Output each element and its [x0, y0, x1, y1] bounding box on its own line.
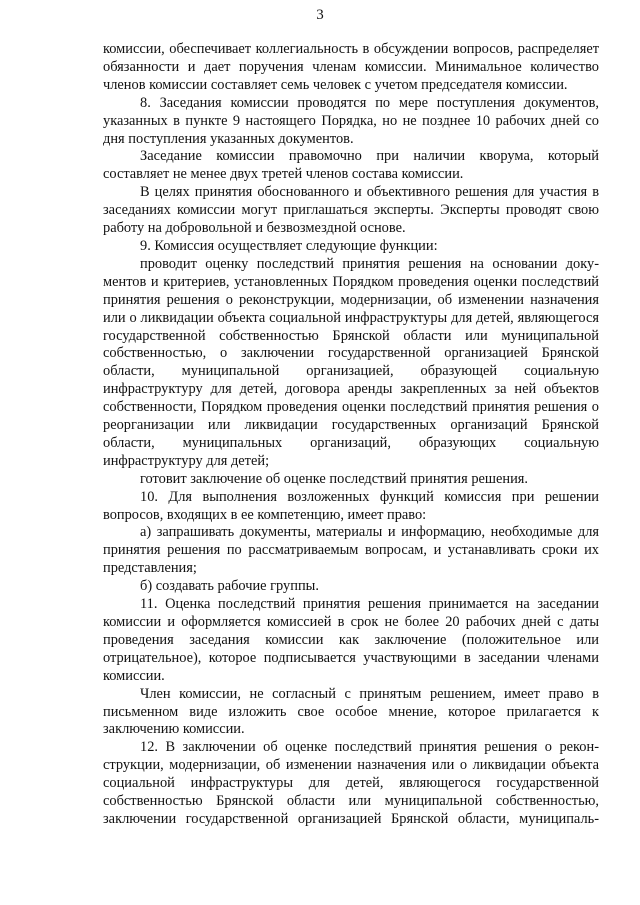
paragraph-item-12: 12. В заключении об оценке последствий принятия решения о реконструкции, модернизации, об изменении назначения или о ликвидации объекта социальной инфраструктуры для детей, являющегося государственной собственностью Брянской области или муниципальной собственностью, заключении государственной организацией Брянской области, муниципаль- [103, 739, 599, 827]
paragraph-right-b: б) создавать рабочие группы. [140, 578, 319, 595]
paragraph-item-9: 9. Комиссия осуществляет следующие функции: [140, 237, 438, 254]
paragraph-function-assessment: проводит оценку последствий принятия решения на основании документов и критериев, установленных Порядком проведения оценки последствий принятия решения о реконструкции, модернизации, об изменении назначения или о ликвидации объекта социальной инфраструктуры для детей, являющегося государственной собственностью Брянской области или муниципальной собственностью, о заключении государственной организацией Брянской области, муниципальной организацией, образующей социальную инфраструктуру для детей, договора аренды закрепленных за ней объектов собственности, Порядком проведения оценки последствий принятия решения о реорганизации или ликвидации государственных организаций Брянской области, муниципальных организаций, образующих социальную инфраструктуру для детей; [103, 255, 599, 469]
paragraph-experts: В целях принятия обоснованного и объективного решения для участия в заседаниях комиссии могут приглашаться эксперты. Эксперты проводят свою работу на добровольной и безвозмездной основе. [103, 184, 599, 237]
paragraph-right-a: а) запрашивать документы, материалы и информацию, необходимые для принятия решения по рассматриваемым вопросам, и устанавливать сроки их представления; [103, 524, 599, 577]
paragraph-quorum: Заседание комиссии правомочно при наличии кворума, который составляет не менее двух третей членов состава комиссии. [103, 148, 599, 183]
page-number: 3 [316, 7, 324, 23]
paragraph-function-conclusion: готовит заключение об оценке последствий принятия решения. [140, 470, 529, 487]
paragraph-item-8: 8. Заседания комиссии проводятся по мере поступления документов, указанных в пункте 9 настоящего Порядка, но не позднее 10 рабочих дней со дня поступления указанных документов. [103, 94, 599, 147]
paragraph-item-11: 11. Оценка последствий принятия решения принимается на заседании комиссии и оформляется комиссией в срок не более 20 рабочих дней с даты проведения заседания комиссии как заключение (положительное или отрицательное), которое подписывается участвующими в заседании членами комиссии. [103, 596, 599, 684]
paragraph-item-10: 10. Для выполнения возложенных функций комиссия при решении вопросов, входящих в ее компетенцию, имеет право: [103, 488, 599, 523]
paragraph-dissent: Член комиссии, не согласный с принятым решением, имеет право в письменном виде изложить свое особое мнение, которое прилагается к заключению комиссии. [103, 685, 599, 738]
document-body [103, 41, 599, 829]
paragraph-continuation: комиссии, обеспечивает коллегиальность в обсуждении вопросов, распределяет обязанности и дает поручения членам комиссии. Минимальное количество членов комиссии составляет семь человек с учетом председателя комиссии. [103, 41, 599, 93]
